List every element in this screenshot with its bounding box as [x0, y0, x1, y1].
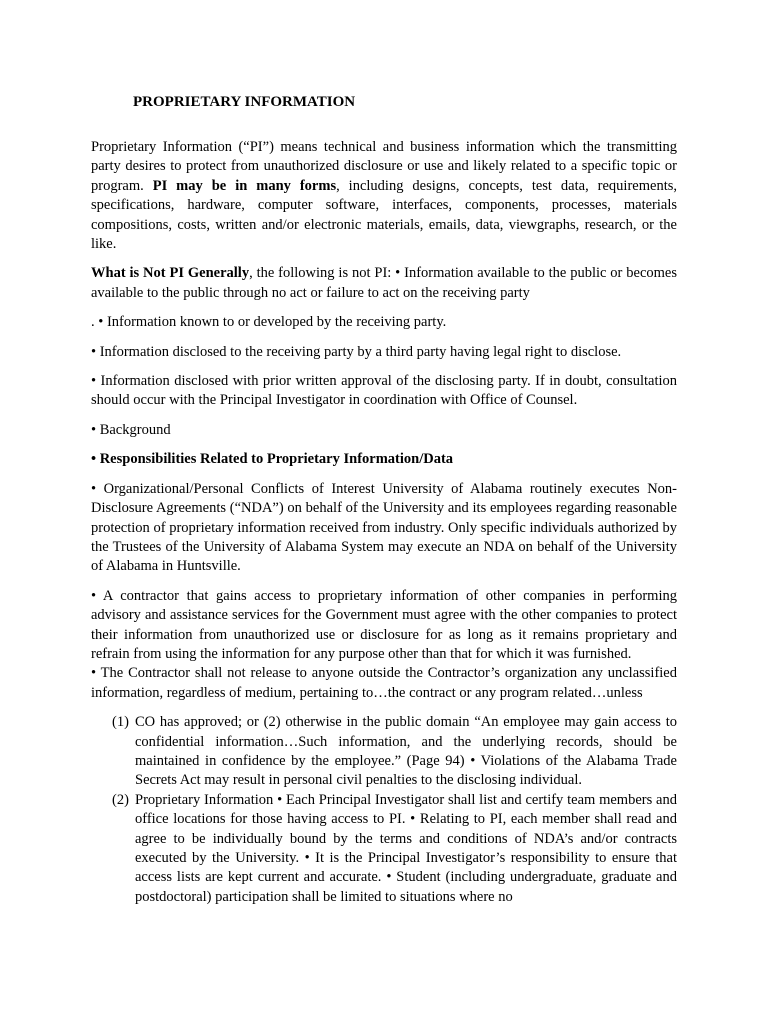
conflicts-paragraph: • Organizational/Personal Conflicts of Interest University of Alabama routinely executes Non-Disclosure Agreements (“NDA”) on behalf of the University and its employees regarding reasonable protection of proprietary information received from industry. Only specific individuals authorized by the Trustees of the University of Alabama System may execute an NDA on behalf of the University of Alabama in Huntsville. — [91, 480, 677, 575]
list-item — [91, 791, 677, 907]
numbered-list — [91, 713, 677, 907]
intro-text-continued: , including designs, concepts, test data, requirements, specifications, hardware, computer software, interfaces, components, processes, materials compositions, costs, written and/or electronic materials, emails, data, viewgraphs, research, or the like. — [91, 177, 677, 253]
list-item-number: (1) — [112, 714, 129, 731]
not-pi-text: , the following is not PI: • Information available to the public or becomes available to the public through no act or failure to act on the receiving party — [91, 265, 677, 301]
intro-text: Proprietary Information (“PI”) means technical and business information which the transmitting party desires to protect from unauthorized disclosure or use and likely related to a specific topic or program. — [91, 139, 677, 194]
third-party-paragraph: • Information disclosed to the receiving party by a third party having legal right to disclose. — [91, 343, 622, 360]
list-item-text: CO has approved; or (2) otherwise in the public domain “An employee may gain access to confidential information…Such information, and the underlying records, should be maintained in confidence by the employee.” (Page 94) • Violations of the Alabama Trade Secrets Act may result in personal civil penalties to the disclosing individual. — [135, 714, 677, 789]
contractor-release-paragraph: • The Contractor shall not release to anyone outside the Contractor’s organization any unclassified information, regardless of medium, pertaining to…the contract or any program related…unless — [91, 665, 677, 701]
known-info-paragraph: . • Information known to or developed by the receiving party. — [91, 314, 447, 331]
document-body — [91, 138, 677, 907]
intro-paragraph — [91, 138, 677, 254]
background-paragraph: • Background — [91, 421, 171, 438]
responsibilities-text: • Responsibilities Related to Proprietary Information/Data — [91, 451, 454, 468]
document-title: PROPRIETARY INFORMATION — [133, 94, 356, 110]
list-item-text: Proprietary Information • Each Principal Investigator shall list and certify team members and office locations for those having access to PI. • Relating to PI, each member shall read and agree to be individually bound by the terms and conditions of NDA’s and/or contracts executed by the University. • It is the Principal Investigator’s responsibility to ensure that access lists are kept current and accurate. • Student (including undergraduate, graduate and postdoctoral) participation shall be limited to situations where no — [135, 791, 677, 905]
not-pi-heading: What is Not PI Generally — [91, 265, 250, 282]
not-pi-paragraph — [91, 264, 677, 303]
responsibilities-heading — [91, 450, 677, 469]
prior-approval-paragraph: • Information disclosed with prior written approval of the disclosing party. If in doubt, consultation should occur with the Principal Investigator in coordination with Office of Counsel. — [91, 373, 677, 409]
intro-bold-phrase: PI may be in many forms — [152, 177, 337, 194]
list-item — [91, 713, 677, 791]
contractor-paragraph: • A contractor that gains access to proprietary information of other companies in performing advisory and assistance services for the Government must agree with the other companies to protect their information from unauthorized use or disclosure for as long as it remains proprietary and refrain from using the information for any purpose other than that for which it was furnished. — [91, 587, 677, 662]
list-item-number: (2) — [112, 791, 129, 808]
